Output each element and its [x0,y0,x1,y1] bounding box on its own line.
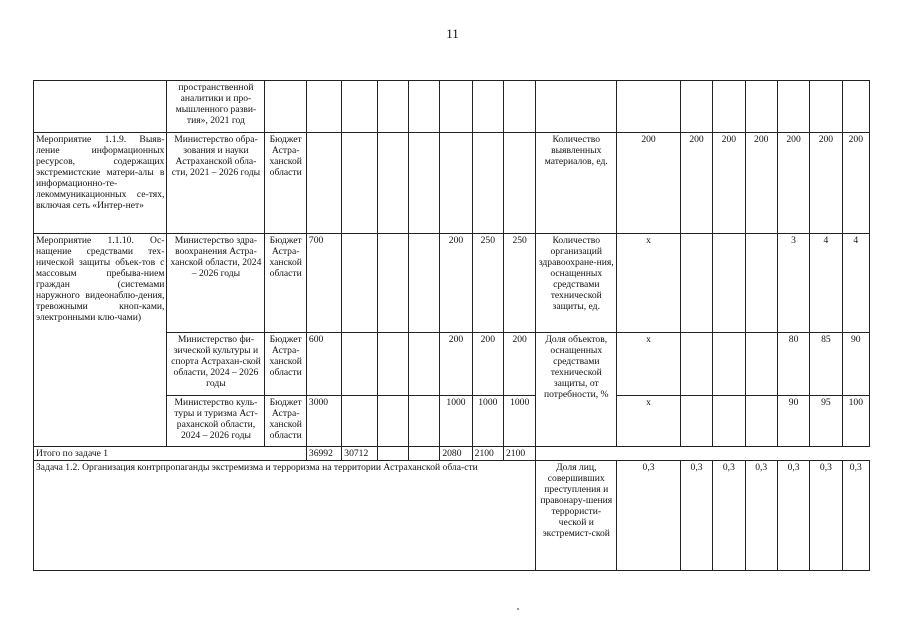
value-cell: 200 [680,133,712,234]
table-row [34,447,870,461]
table-row [34,133,870,234]
value-cell: 80 [777,333,809,396]
indicator-cell: Доля объектов, оснащенных средствами технической защиты, от потребности, % [536,333,617,447]
source-cell: Бюджет Астра-ханской области [265,234,306,333]
value-cell: 200 [713,133,745,234]
value-cell: 200 [472,333,503,396]
value-cell: 200 [810,133,842,234]
value-cell: х [617,333,681,396]
value-cell: 1000 [503,396,535,447]
value-cell: 90 [777,396,809,447]
value-cell: 0,3 [745,461,777,571]
value-cell: 250 [472,234,503,333]
value-cell: 36992 [306,447,341,461]
value-cell: 2080 [440,447,472,461]
value-cell: 600 [306,333,341,396]
program-table [33,80,870,571]
scan-speck [517,608,519,610]
activity-cell: Мероприятие 1.1.10. Ос-нащение средствами тех-нической защиты объек-тов с массовым пребыва-нием граждан (системами наружного видеонаблю-дения, тревожными кноп-ками, электронными клю-чами) [34,234,167,447]
value-cell: 4 [810,234,842,333]
indicator-cell: Количество организаций здравоохране-ния, оснащенных средствами технической защиты, ед. [536,234,617,333]
value-cell: 0,3 [713,461,745,571]
value-cell: 200 [745,133,777,234]
value-cell: 0,3 [810,461,842,571]
value-cell: 30712 [342,447,377,461]
executor-cell: Министерство обра-зования и науки Астраханской обла-сти, 2021 – 2026 годы [167,133,265,234]
value-cell: 3000 [306,396,341,447]
source-cell: Бюджет Астра-ханской области [265,333,306,396]
value-cell: х [617,234,681,333]
indicator-cell: Доля лиц, совершивших преступления и правонару-шения террористи-ческой и экстремист-ской [536,461,617,571]
executor-cell: Министерство куль-туры и туризма Аст-раханской области, 2024 – 2026 годы [167,396,265,447]
executor-cell: пространственной аналитики и про-мышленного разви-тия», 2021 год [167,81,265,133]
value-cell: 200 [777,133,809,234]
value-cell: 2100 [503,447,535,461]
total-label: Итого по задаче 1 [34,447,265,461]
executor-cell: Министерство фи-зической культуры и спорта Астрахан-ской области, 2024 – 2026 годы [167,333,265,396]
source-cell: Бюджет Астра-ханской области [265,396,306,447]
value-cell: 1000 [440,396,472,447]
table-row [34,234,870,333]
activity-cell: Мероприятие 1.1.9. Выяв-ление информационных ресурсов, содержащих экстремистские матери-алы в информационно-те-лекоммуникационных се-тях, включая сеть «Интер-нет» [34,133,167,234]
source-cell: Бюджет Астра-ханской области [265,133,306,234]
executor-cell: Министерство здра-воохранения Астра-ханской области, 2024 – 2026 годы [167,234,265,333]
value-cell: 700 [306,234,341,333]
value-cell: 0,3 [777,461,809,571]
value-cell: 200 [440,234,472,333]
value-cell: 0,3 [680,461,712,571]
table-row [34,461,870,571]
value-cell: 90 [842,333,869,396]
value-cell: 100 [842,396,869,447]
value-cell: 250 [503,234,535,333]
value-cell: 200 [503,333,535,396]
value-cell: 85 [810,333,842,396]
table-row [34,81,870,133]
value-cell: 2100 [472,447,503,461]
value-cell: 0,3 [842,461,869,571]
value-cell: 200 [440,333,472,396]
value-cell: 0,3 [617,461,681,571]
value-cell: 4 [842,234,869,333]
indicator-cell: Количество выявленных материалов, ед. [536,133,617,234]
value-cell: х [617,396,681,447]
activity-cell [34,81,167,133]
value-cell: 200 [842,133,869,234]
value-cell: 1000 [472,396,503,447]
source-cell [265,81,306,133]
task-heading: Задача 1.2. Организация контрпропаганды экстремизма и терроризма на территории Астраханской обла-сти [34,461,536,571]
value-cell: 3 [777,234,809,333]
page-number: 11 [446,26,459,41]
value-cell: 200 [617,133,681,234]
value-cell: 95 [810,396,842,447]
